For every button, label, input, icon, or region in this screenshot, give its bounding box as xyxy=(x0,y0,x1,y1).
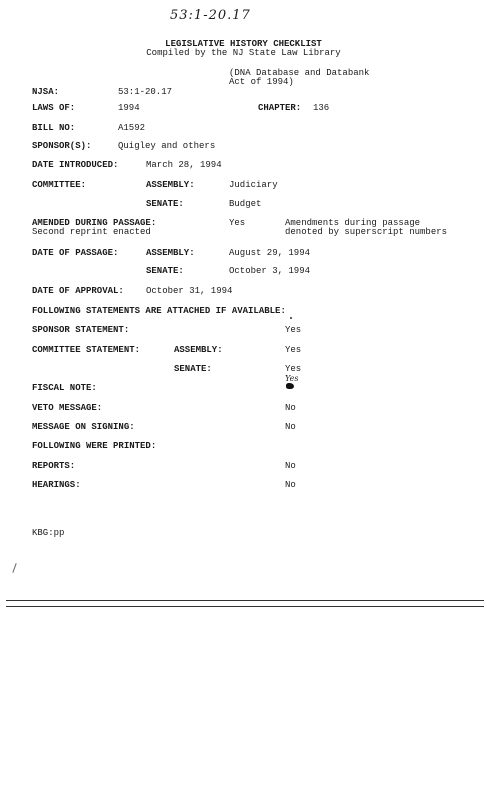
handwritten-citation: 53:1-20.17 xyxy=(170,8,251,23)
scan-mark xyxy=(12,563,16,573)
laws-of-label: LAWS OF: xyxy=(32,103,76,113)
act-name-line2: Act of 1994) xyxy=(229,77,294,87)
committee-assembly-value: Judiciary xyxy=(229,180,278,190)
laws-of-value: 1994 xyxy=(118,103,140,113)
stray-mark xyxy=(290,317,292,319)
njsa-value: 53:1-20.17 xyxy=(118,87,173,97)
printed-heading: FOLLOWING WERE PRINTED: xyxy=(32,441,157,451)
committee-statement-label: COMMITTEE STATEMENT: xyxy=(32,345,141,355)
date-of-passage-label: DATE OF PASSAGE: xyxy=(32,248,119,258)
committee-statement-assembly-value: Yes xyxy=(285,345,302,355)
message-on-signing-value: No xyxy=(285,422,296,432)
amended-note-line1: Amendments during passage xyxy=(285,218,421,228)
sponsor-statement-value: Yes xyxy=(285,325,302,335)
committee-statement-assembly-label: ASSEMBLY: xyxy=(174,345,223,355)
bottom-rule-1 xyxy=(6,600,484,601)
bill-no-label: BILL NO: xyxy=(32,123,76,133)
act-name-line1: (DNA Database and Databank xyxy=(229,68,370,78)
passage-assembly-value: August 29, 1994 xyxy=(229,248,311,258)
bottom-rule-2 xyxy=(6,606,484,607)
passage-assembly-label: ASSEMBLY: xyxy=(146,248,195,258)
committee-senate-label: SENATE: xyxy=(146,199,184,209)
reports-value: No xyxy=(285,461,296,471)
committee-assembly-label: ASSEMBLY: xyxy=(146,180,195,190)
date-introduced-label: DATE INTRODUCED: xyxy=(32,160,119,170)
sponsor-statement-label: SPONSOR STATEMENT: xyxy=(32,325,130,335)
bill-no-value: A1592 xyxy=(118,123,146,133)
statements-heading: FOLLOWING STATEMENTS ARE ATTACHED IF AVAILABLE: xyxy=(32,306,286,316)
ink-blot xyxy=(286,383,294,389)
amended-note-line2: denoted by superscript numbers xyxy=(285,227,448,237)
chapter-value: 136 xyxy=(313,103,330,113)
passage-senate-value: October 3, 1994 xyxy=(229,266,311,276)
chapter-label: CHAPTER: xyxy=(258,103,302,113)
sponsors-label: SPONSOR(S): xyxy=(32,141,92,151)
fiscal-note-handwritten: Yes xyxy=(285,374,299,383)
message-on-signing-label: MESSAGE ON SIGNING: xyxy=(32,422,135,432)
hearings-value: No xyxy=(285,480,296,490)
amended-value: Yes xyxy=(229,218,246,228)
document-title: LEGISLATIVE HISTORY CHECKLIST xyxy=(165,39,322,49)
passage-senate-label: SENATE: xyxy=(146,266,184,276)
initials: KBG:pp xyxy=(32,528,65,538)
fiscal-note-label: FISCAL NOTE: xyxy=(32,383,97,393)
sponsors-value: Quigley and others xyxy=(118,141,216,151)
document-subtitle: Compiled by the NJ State Law Library xyxy=(146,48,341,58)
committee-statement-senate-label: SENATE: xyxy=(174,364,212,374)
njsa-label: NJSA: xyxy=(32,87,60,97)
committee-senate-value: Budget xyxy=(229,199,262,209)
veto-message-label: VETO MESSAGE: xyxy=(32,403,103,413)
hearings-label: HEARINGS: xyxy=(32,480,81,490)
veto-message-value: No xyxy=(285,403,296,413)
date-of-approval-value: October 31, 1994 xyxy=(146,286,233,296)
amended-label: AMENDED DURING PASSAGE: xyxy=(32,218,157,228)
date-introduced-value: March 28, 1994 xyxy=(146,160,222,170)
second-reprint: Second reprint enacted xyxy=(32,227,151,237)
committee-statement-senate-value: Yes xyxy=(285,364,302,374)
date-of-approval-label: DATE OF APPROVAL: xyxy=(32,286,124,296)
committee-label: COMMITTEE: xyxy=(32,180,87,190)
reports-label: REPORTS: xyxy=(32,461,76,471)
